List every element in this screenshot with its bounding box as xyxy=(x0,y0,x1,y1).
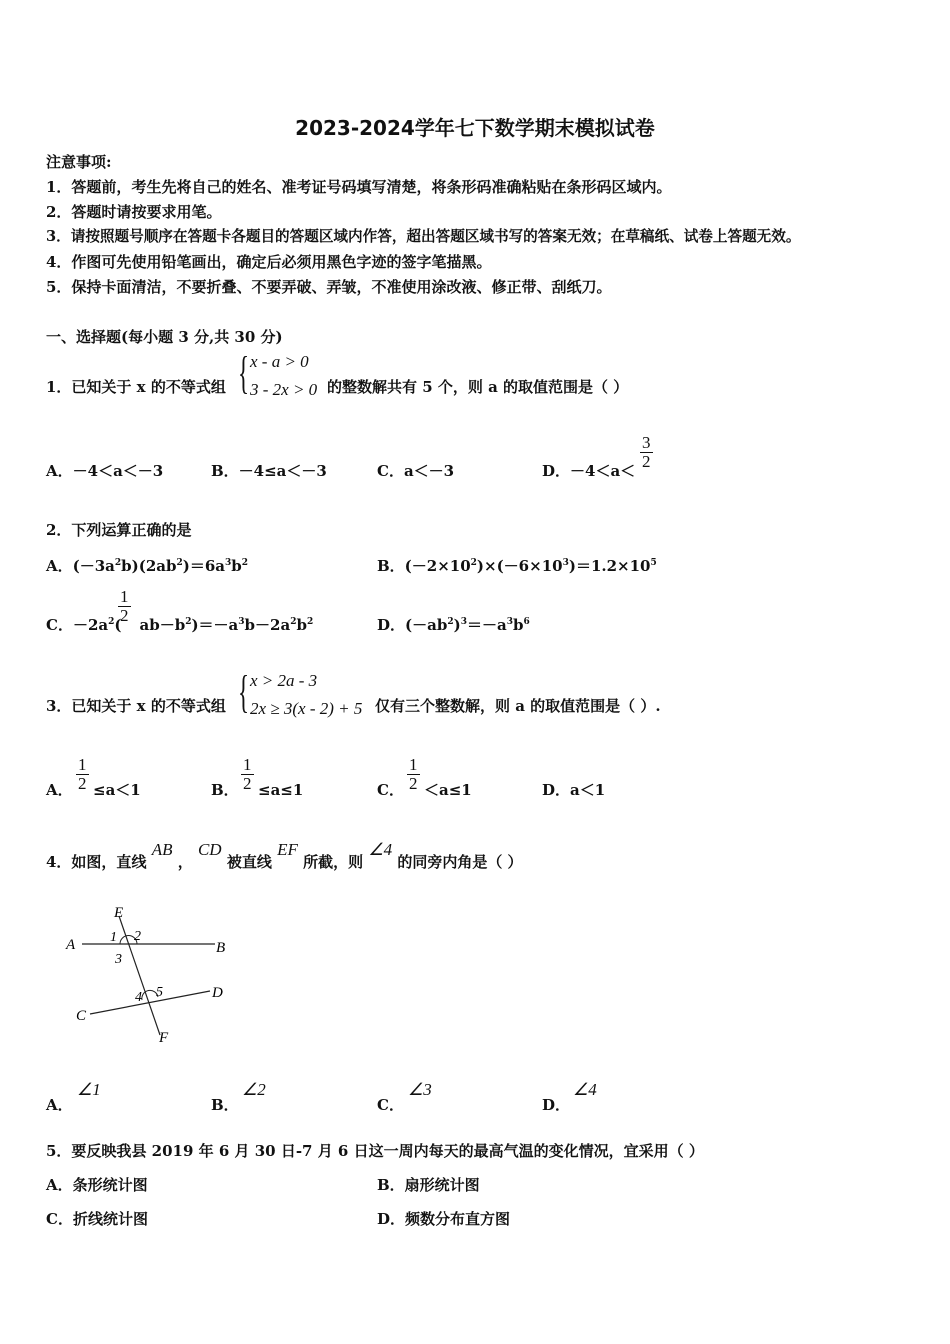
q1-line1: x - a > 0 xyxy=(250,352,309,371)
label-2: 2 xyxy=(134,929,141,944)
label-f: F xyxy=(159,1030,169,1046)
q3-prefix: 3．已知关于 x 的不等式组 xyxy=(46,697,226,715)
label-d: D xyxy=(212,985,223,1001)
q1-option-d: D．－4＜a＜ xyxy=(542,462,636,480)
q5-option-b: B．扇形统计图 xyxy=(377,1176,480,1194)
q3-option-c: C． xyxy=(377,781,404,799)
notice-item: 5．保持卡面清洁，不要折叠、不要弄破、弄皱，不准使用涂改液、修正带、刮纸刀。 xyxy=(46,278,612,296)
q5-stem: 5．要反映我县 2019 年 6 月 30 日-7 月 6 日这一周内每天的最高气温的变化情况，宜采用（ ） xyxy=(46,1142,704,1160)
page-title: 2023-2024学年七下数学期末模拟试卷 xyxy=(295,116,655,140)
notice-item: 2．答题时请按要求用笔。 xyxy=(46,203,222,221)
label-e: E xyxy=(114,905,124,921)
q4-option-d: D． xyxy=(542,1096,571,1114)
q3-option-b-text: ≤a≤1 xyxy=(258,781,304,799)
q3-option-c-fraction: $\frac{1}{2}$ xyxy=(409,755,418,793)
q4-figure xyxy=(60,900,240,1050)
q3-option-a-text: ≤a＜1 xyxy=(93,781,141,799)
q2-option-b: B．$(-2\times 10^2)\times(-6\times 10^3)=1.2\times 10^5$ xyxy=(377,557,657,575)
q4-option-b-value: ∠2 xyxy=(242,1080,266,1099)
label-a: A xyxy=(66,937,76,953)
q1-option-c: C．a＜－3 xyxy=(377,462,455,480)
q5-option-c: C．折线统计图 xyxy=(46,1210,148,1228)
q3-brace: { xyxy=(238,666,250,717)
q5-option-a: A．条形统计图 xyxy=(46,1176,148,1194)
q3-line1: x > 2a - 3 xyxy=(250,671,318,690)
q4-option-b: B． xyxy=(211,1096,239,1114)
q3-option-a: A． xyxy=(46,781,73,799)
q1-suffix: 的整数解共有 5 个，则 a 的取值范围是（ ） xyxy=(327,378,629,396)
q2-option-c-fraction: $\frac{1}{2}$ xyxy=(120,587,129,625)
q3-suffix: 仅有三个整数解，则 a 的取值范围是（ ）. xyxy=(375,697,661,715)
q2-option-a: A．$(-3a^2b)(2ab^2)=6a^3b^2$ xyxy=(46,557,249,575)
notice-item: 1．答题前，考生先将自己的姓名、准考证号码填写清楚，将条形码准确粘贴在条形码区域内。 xyxy=(46,178,672,196)
q1-option-b: B．－4≤a＜－3 xyxy=(211,462,327,480)
q1-option-d-fraction: $\frac{3}{2}$ xyxy=(642,433,651,471)
q3-option-b-fraction: $\frac{1}{2}$ xyxy=(243,755,252,793)
q3-line2: 2x ≥ 3(x - 2) + 5 xyxy=(250,699,363,718)
q4-option-a: A． xyxy=(46,1096,73,1114)
label-5: 5 xyxy=(156,985,163,1000)
label-1: 1 xyxy=(110,930,117,945)
q3-option-b: B． xyxy=(211,781,239,799)
label-3: 3 xyxy=(115,952,122,967)
notice-item: 3．请按照题号顺序在答题卡各题目的答题区域内作答，超出答题区域书写的答案无效；在草稿纸、试卷上答题无效。 xyxy=(46,228,801,245)
q1-line2: 3 - 2x > 0 xyxy=(250,380,318,399)
q4-stem: 4．如图，直线 AB ， CD 被直线 EF 所截，则 ∠4 的同旁内角是（ ） xyxy=(46,840,523,871)
q4-option-d-value: ∠4 xyxy=(573,1080,597,1099)
q1-brace: { xyxy=(238,347,250,398)
q3-option-c-text: ＜a≤1 xyxy=(424,781,472,799)
q5-option-d: D．频数分布直方图 xyxy=(377,1210,511,1228)
section-heading: 一、选择题(每小题 3 分,共 30 分) xyxy=(46,328,283,346)
q1-option-a: A．－4＜a＜－3 xyxy=(46,462,164,480)
notice-heading: 注意事项: xyxy=(46,153,112,171)
q3-option-a-fraction: $\frac{1}{2}$ xyxy=(78,755,87,793)
q4-option-c-value: ∠3 xyxy=(408,1080,432,1099)
q4-option-a-value: ∠1 xyxy=(77,1080,101,1099)
label-c: C xyxy=(76,1008,87,1024)
label-4: 4 xyxy=(135,990,142,1005)
q4-option-c: C． xyxy=(377,1096,404,1114)
q3-option-d: D．a＜1 xyxy=(542,781,606,799)
q2-stem: 2．下列运算正确的是 xyxy=(46,521,192,539)
notice-item: 4．作图可先使用铅笔画出，确定后必须用黑色字迹的签字笔描黑。 xyxy=(46,253,492,271)
q1-prefix: 1．已知关于 x 的不等式组 xyxy=(46,378,226,396)
q2-option-c: C．$-2a^2$( $ab-b^2)=-a^3b-2a^2b^2$ xyxy=(46,616,314,634)
label-b: B xyxy=(216,940,226,956)
line-cd xyxy=(90,991,210,1014)
q2-option-d: D．$(-ab^2)^3=-a^3b^6$ xyxy=(377,616,530,634)
